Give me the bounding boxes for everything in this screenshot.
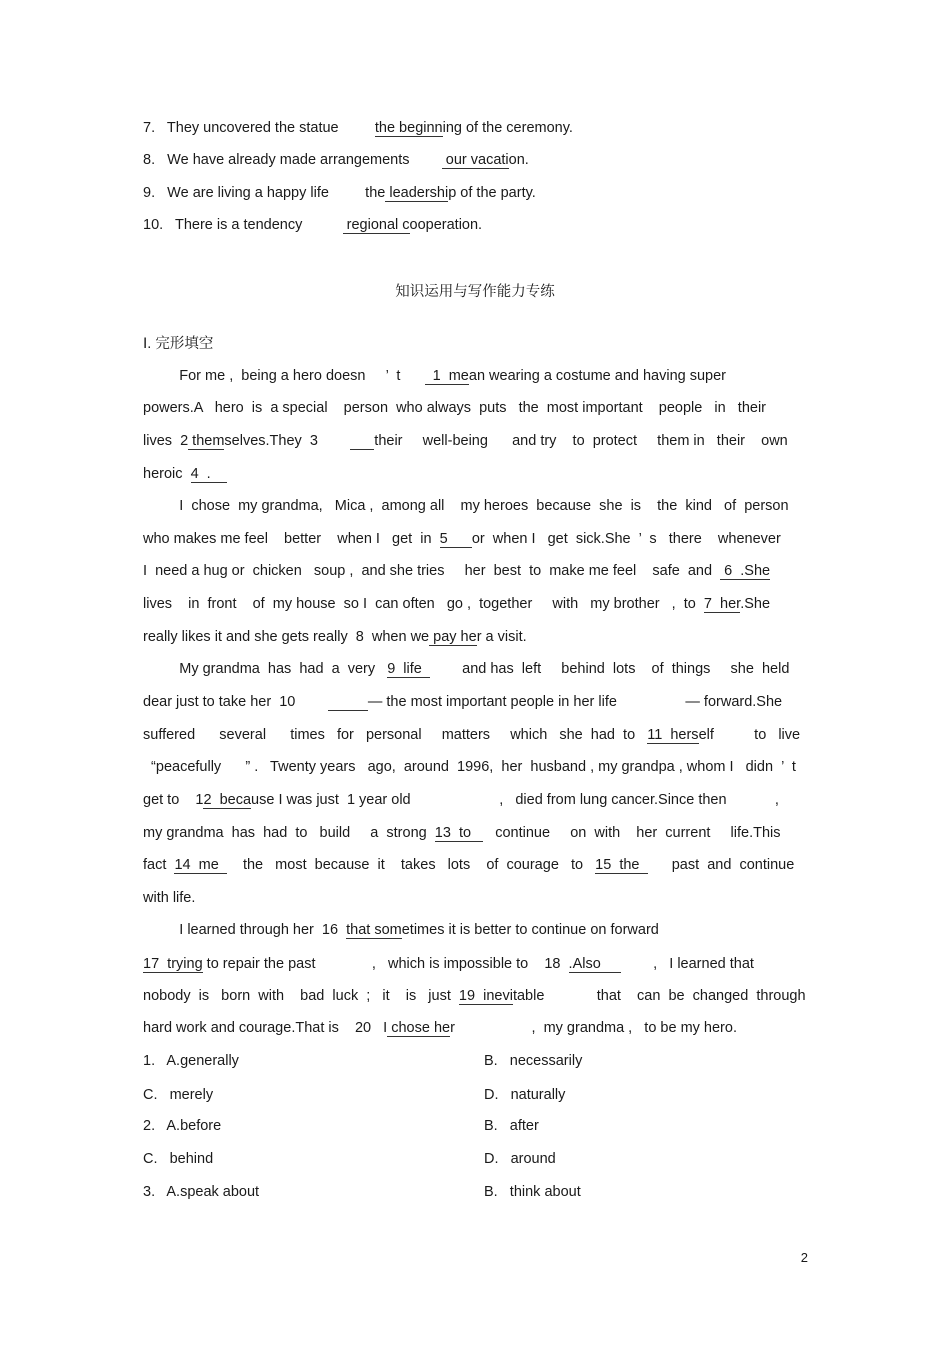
passage-line: For me , being a hero doesn ’ t 1 mean wearing a costume and having super <box>143 368 727 384</box>
option: D. naturally <box>484 1087 566 1103</box>
passage-line: 17 trying to repair the past , which is impossible to 18 .Also , I learned that <box>143 956 754 972</box>
option: B. think about <box>484 1184 581 1200</box>
passage-line: I need a hug or chicken soup , and she tries her best to make me feel safe and 6 .She <box>143 563 771 579</box>
section-label: Ⅰ. 完形填空 <box>143 336 214 352</box>
passage-line: with life. <box>143 890 196 906</box>
passage-line: hard work and courage.That is 20 I chose her , my grandma , to be my hero. <box>143 1020 737 1036</box>
blank: our vacati <box>441 152 509 168</box>
option: 2. A.before <box>143 1118 222 1134</box>
option: C. behind <box>143 1151 214 1167</box>
passage-line: I learned through her 16 that sometimes it is better to continue on forward <box>143 922 659 938</box>
passage-line: lives 2 themselves.They 3 their well-being and try to protect them in their own <box>143 433 788 449</box>
blank: leadershi <box>385 185 449 201</box>
passage-line: nobody is born with bad luck ; it is just 19 inevitable that can be changed through <box>143 988 806 1004</box>
passage-line: heroic 4 . <box>143 466 227 482</box>
passage-line: “peacefully ” . Twenty years ago, around 1996, her husband , my grandpa , whom I didn ’ t <box>143 759 796 775</box>
passage-line: fact 14 me the most because it takes lots of courage to 15 the past and continue <box>143 857 795 873</box>
passage-line: really likes it and she gets really 8 when we pay her a visit. <box>143 629 527 645</box>
blank: regional c <box>342 217 410 233</box>
page-number: 2 <box>800 1250 808 1265</box>
sentence-8: 8. We have already made arrangements our vacation. <box>143 152 529 168</box>
passage-line: lives in front of my house so I can often go , together with my brother , to 7 her.She <box>143 596 771 612</box>
option: C. merely <box>143 1087 214 1103</box>
passage-line: my grandma has had to build a strong 13 to continue on with her current life.This <box>143 825 781 841</box>
passage-line: suffered several times for personal matters which she had to 11 herself to live <box>143 727 801 743</box>
option: D. around <box>484 1151 556 1167</box>
passage-line: powers.A hero is a special person who always puts the most important people in their <box>143 400 766 416</box>
option: B. after <box>484 1118 539 1134</box>
passage-line: I chose my grandma, Mica , among all my heroes because she is the kind of person <box>143 498 789 514</box>
blank: the beginn <box>374 120 443 136</box>
option: B. necessarily <box>484 1053 583 1069</box>
passage-line: who makes me feel better when I get in 5 or when I get sick.She ’ s there whenever <box>143 531 781 547</box>
section-title: 知识运用与写作能力专练 <box>395 284 555 300</box>
sentence-10: 10. There is a tendency regional cooperation. <box>143 217 483 233</box>
passage-line: My grandma has had a very 9 life and has left behind lots of things she held <box>143 661 790 677</box>
passage-line: get to 12 because I was just 1 year old , died from lung cancer.Since then , <box>143 792 779 808</box>
sentence-7: 7. They uncovered the statue the beginning of the ceremony. <box>143 120 573 136</box>
passage-line: dear just to take her 10 — the most important people in her life — forward.She <box>143 694 783 710</box>
sentence-9: 9. We are living a happy life the leadership of the party. <box>143 185 536 201</box>
option: 1. A.generally <box>143 1053 239 1069</box>
option: 3. A.speak about <box>143 1184 260 1200</box>
